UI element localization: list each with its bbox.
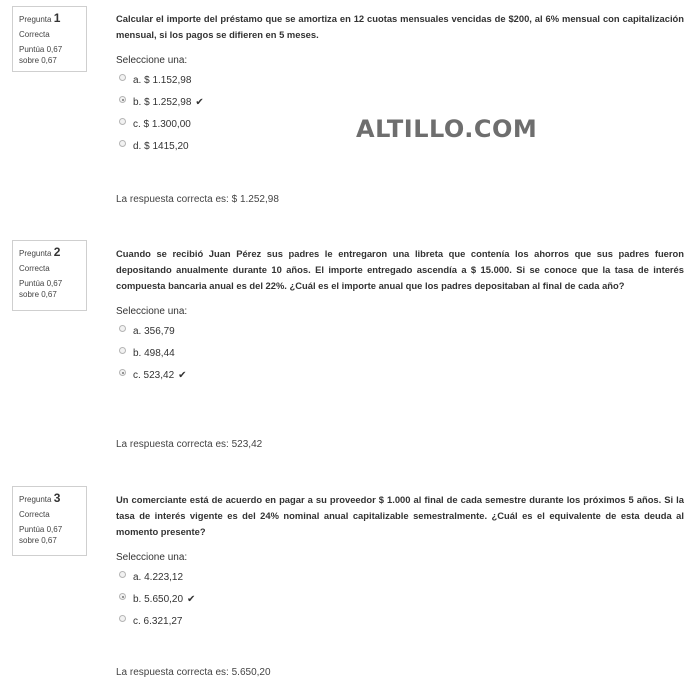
- question-grade: Puntúa 0,67 sobre 0,67: [19, 44, 63, 65]
- radio-button-selected[interactable]: [119, 369, 126, 376]
- question-content: [116, 492, 684, 678]
- radio-button[interactable]: [119, 118, 126, 125]
- answer-prompt: Seleccione una:: [116, 552, 188, 563]
- answer-label: c. 523,42: [133, 369, 175, 381]
- check-icon: ✔: [195, 96, 204, 108]
- answer-prompt: Seleccione una:: [116, 55, 188, 66]
- check-icon: ✔: [178, 369, 187, 381]
- radio-button[interactable]: [119, 347, 126, 354]
- radio-button[interactable]: [119, 140, 126, 147]
- answer-label: a. 4.223,12: [133, 571, 184, 583]
- question-state: Correcta: [19, 264, 50, 274]
- watermark: ALTILLO.COM: [356, 115, 538, 143]
- answer-list: [116, 69, 684, 157]
- question-state: Correcta: [19, 30, 50, 40]
- answer-option[interactable]: [116, 588, 684, 610]
- answer-option[interactable]: [116, 320, 684, 342]
- question-info-box: [12, 240, 87, 311]
- question-info-box: [12, 486, 87, 556]
- answer-option[interactable]: [116, 69, 684, 91]
- answer-label: b. 5.650,20: [133, 593, 184, 605]
- answer-label: b. $ 1.252,98: [133, 96, 192, 108]
- answer-list: [116, 566, 684, 632]
- answer-label: d. $ 1415,20: [133, 140, 189, 152]
- question-number: Pregunta 1: [19, 11, 61, 25]
- question-text: Cuando se recibió Juan Pérez sus padres le entregaron una libreta que contenía los ahorros que sus padres fueron depositando anualmente durante 10 años. El importe entregado ascendía a $ 15.000. Si se conoce que la tasa de interés compuesta bancaria anual es del 22%. ¿Cuál es el importe anual que los padres depositaban al final de cada año?: [116, 248, 684, 291]
- answer-prompt: Seleccione una:: [116, 306, 188, 317]
- answer-label: a. 356,79: [133, 325, 175, 337]
- answer-label: a. $ 1.152,98: [133, 74, 192, 86]
- question-text: Un comerciante está de acuerdo en pagar a su proveedor $ 1.000 al final de cada semestre durante los próximos 5 años. Si la tasa de interés vigente es del 24% nominal anual capitalizable semestralmente. ¿Cuál es el equivalente de esta deuda al momento presente?: [116, 494, 684, 537]
- question-content: [116, 246, 684, 450]
- question-number: Pregunta 2: [19, 245, 61, 259]
- radio-button-selected[interactable]: [119, 96, 126, 103]
- radio-button[interactable]: [119, 571, 126, 578]
- answer-option[interactable]: [116, 364, 684, 386]
- check-icon: ✔: [187, 593, 196, 605]
- answer-list: [116, 320, 684, 386]
- correct-answer-text: La respuesta correcta es: $ 1.252,98: [116, 194, 279, 205]
- question-info-box: [12, 6, 87, 72]
- radio-button-selected[interactable]: [119, 593, 126, 600]
- radio-button[interactable]: [119, 615, 126, 622]
- question-state: Correcta: [19, 510, 50, 520]
- answer-option[interactable]: [116, 610, 684, 632]
- question-grade: Puntúa 0,67 sobre 0,67: [19, 278, 63, 299]
- radio-button[interactable]: [119, 74, 126, 81]
- answer-label: c. 6.321,27: [133, 615, 183, 627]
- radio-button[interactable]: [119, 325, 126, 332]
- answer-option[interactable]: [116, 342, 684, 364]
- answer-option[interactable]: [116, 91, 684, 113]
- correct-answer-text: La respuesta correcta es: 5.650,20: [116, 667, 271, 678]
- question-grade: Puntúa 0,67 sobre 0,67: [19, 524, 63, 545]
- question-number: Pregunta 3: [19, 491, 61, 505]
- answer-label: c. $ 1.300,00: [133, 118, 191, 130]
- correct-answer-text: La respuesta correcta es: 523,42: [116, 439, 263, 450]
- answer-option[interactable]: [116, 566, 684, 588]
- question-text: Calcular el importe del préstamo que se amortiza en 12 cuotas mensuales vencidas de $200, al 6% mensual con capitalización mensual, si los pagos se difieren en 5 meses.: [116, 13, 684, 40]
- answer-label: b. 498,44: [133, 347, 175, 359]
